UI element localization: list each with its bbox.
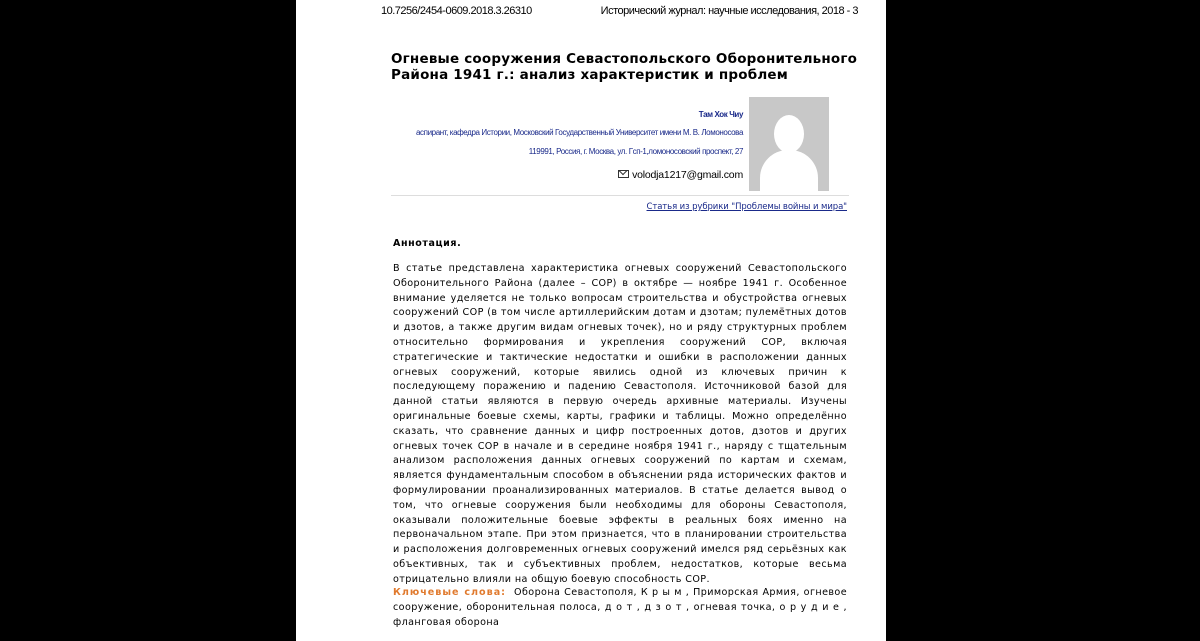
author-affiliation: аспирант, кафедра Истории, Московский Государственный Университет имени М. В. Ломоносова [416,128,743,137]
keywords-text: Оборона Севастополя, К р ы м , Приморская Армия, огневое сооружение, оборонительная полоса, д о т , д з о т , огневая точка, о р у д и е , фланговая оборона [393,587,847,628]
envelope-icon [618,170,629,178]
author-address: 119991, Россия, г. Москва, ул. Гсп-1,ломоносовский проспект, 27 [528,147,743,156]
divider [391,195,849,196]
author-email[interactable]: volodja1217@gmail.com [632,169,743,181]
author-block [343,110,743,181]
article-title: Огневые сооружения Севастопольского Оборонительного Района 1941 г.: анализ характеристик и проблем [391,51,858,83]
avatar-body-shape [760,150,818,191]
article-page [296,0,886,641]
keywords-label: Ключевые слова: [393,587,507,598]
author-name: Там Хок Чиу [698,110,743,119]
avatar [749,97,829,191]
abstract-heading: Аннотация. [393,238,462,249]
journal-header: Исторический журнал: научные исследования, 2018 - 3 [600,5,858,17]
avatar-head-shape [774,115,804,153]
keywords [393,586,847,630]
rubric-link[interactable]: Статья из рубрики "Проблемы войны и мира" [646,202,847,212]
abstract-text: В статье представлена характеристика огневых сооружений Севастопольского Оборонительного Района (далее – СОР) в октябре — ноябре 1941 г. Особенное внимание уделяется не только вопросам строительства и обустройства огневых сооружений СОР (в том числе артиллерийским дотам и дзотам; пулемётных дотов и дзотов, а также другим видам огневых точек), но и ряду структурных проблем относительно формирования и укрепления сооружений СОР, включая стратегические и тактические недостатки и ошибки в расположении данных огневых сооружений, которые явились одной из ключевых причин к последующему поражению и падению Севастополя. Источниковой базой для данной статьи являются в первую очередь архивные материалы. Изучены оригинальные боевые схемы, карты, графики и таблицы. Можно определённо сказать, что сравнение данных и цифр построенных дотов, дзотов и других огневых точек СОР в начале и в середине ноября 1941 г., наряду с тщательным анализом расположения данных огневых сооружений по картам и схемам, является фундаментальным способом в объяснении ряда исторических фактов и формулировании проанализированных материалов. В статье делается вывод о том, что огневые сооружения были необходимы для обороны Севастополя, оказывали положительные боевые эффекты в реальных боях именно на первоначальном этапе. При этом признается, что в планировании строительства и расположения долговременных огневых сооружений имелся ряд серьёзных как объективных, так и субъективных проблем, недостатков, которые весьма отрицательно влияли на общую боевую способность СОР. [393,263,847,585]
doi-header: 10.7256/2454-0609.2018.3.26310 [381,5,532,17]
author-email-row[interactable] [343,169,743,181]
